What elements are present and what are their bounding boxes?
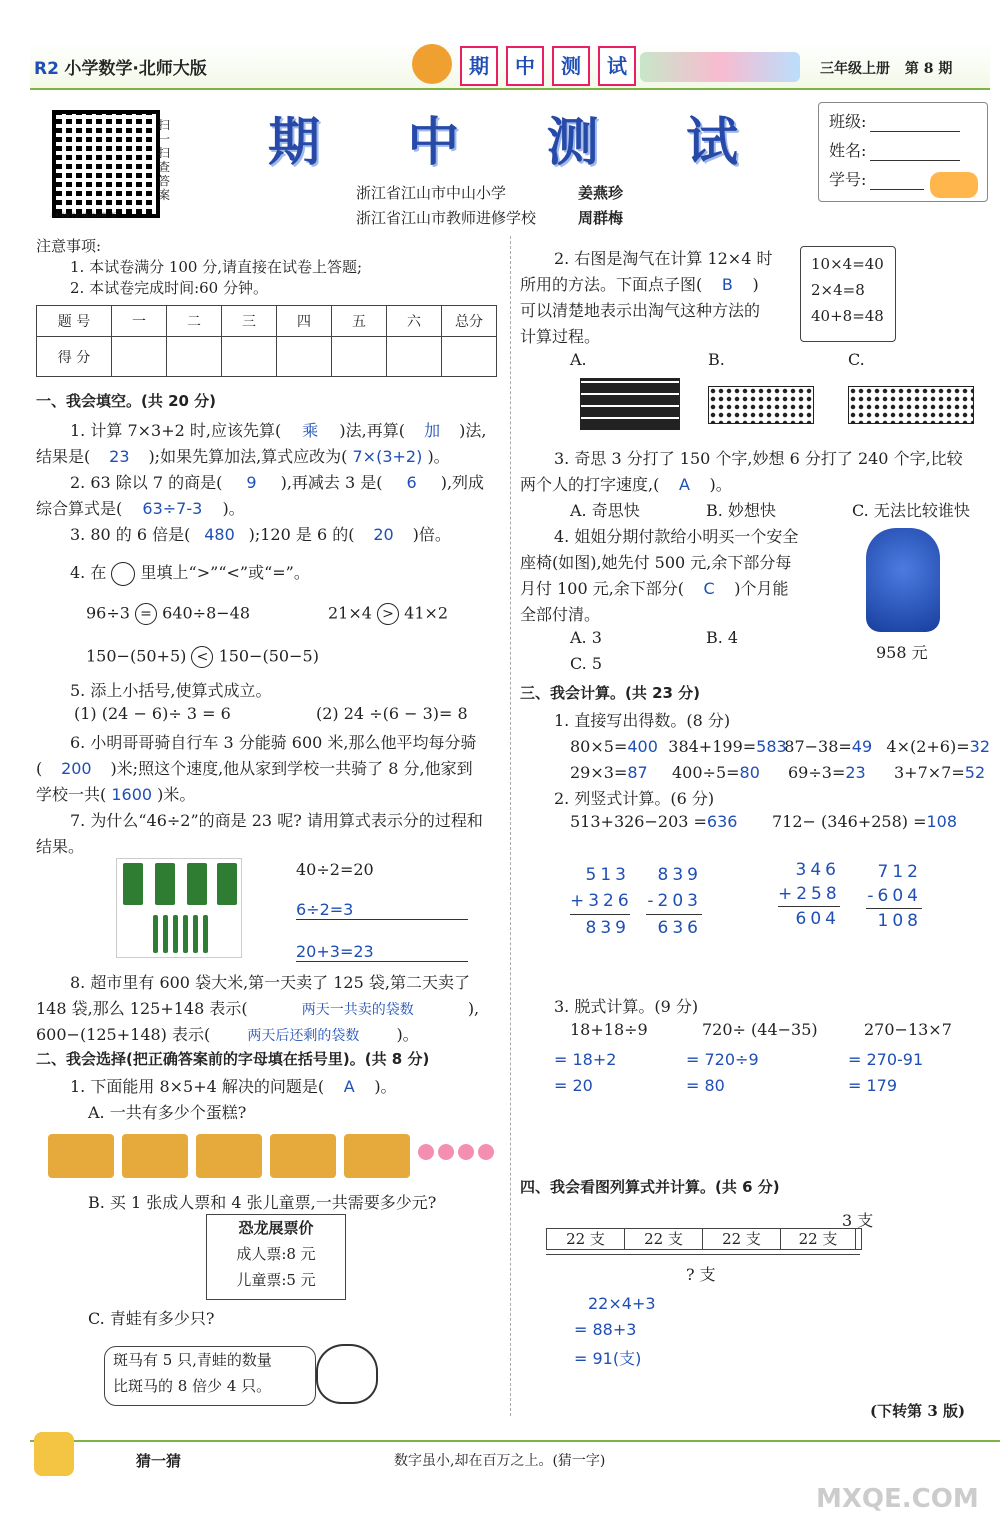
title-char: 期	[268, 113, 321, 173]
q2-3-optC[interactable]: C. 无法比较谁快	[852, 501, 970, 520]
text: )。	[396, 1025, 419, 1044]
text: (	[36, 759, 43, 778]
a: 23	[845, 763, 866, 782]
banner-char: 期	[460, 46, 498, 86]
score-label: 得 分	[37, 337, 112, 377]
oral-item	[668, 734, 787, 760]
cartoon-animals-icon	[930, 172, 978, 198]
page-title	[268, 100, 738, 175]
q2-4c	[520, 576, 788, 599]
q2-3-optB[interactable]: B. 妙想快	[706, 501, 776, 520]
method-line: 2×4=8	[811, 281, 865, 299]
answer: 乘	[302, 421, 319, 440]
row: 346	[795, 860, 840, 880]
text: ),再减去 3 是(	[280, 473, 383, 492]
q2-4-optB[interactable]: B. 4	[706, 628, 739, 647]
text: 月付 100 元,余下部分(	[520, 579, 685, 598]
q1-2b	[36, 496, 245, 519]
blank-circle-icon	[111, 562, 135, 586]
oral-item	[894, 760, 985, 786]
q1-6c	[36, 782, 195, 805]
a: 636	[706, 812, 738, 831]
answer: C	[703, 579, 715, 598]
text: )。	[374, 1077, 397, 1096]
castle-illustration	[640, 52, 800, 82]
ticket-title: 恐龙展票价	[238, 1219, 314, 1237]
author-school: 浙江省江山市教师进修学校	[356, 209, 537, 227]
method-line: 10×4=40	[811, 255, 884, 273]
q1-6: 6. 小明哥哥骑自行车 3 分能骑 600 米,那么他平均每分骑	[70, 733, 477, 752]
banner-char: 试	[598, 46, 636, 86]
oral-item	[672, 760, 788, 786]
text: )。	[709, 475, 732, 494]
banner-char: 中	[506, 46, 544, 86]
text: 所用的方法。下面点子图(	[520, 275, 703, 294]
answer: 23	[109, 447, 130, 466]
text: 综合算式是(	[36, 499, 123, 518]
a: 400	[627, 737, 658, 756]
compare-2	[328, 603, 448, 625]
answer: A	[343, 1077, 355, 1096]
q2-3b	[520, 472, 732, 495]
id-field[interactable]	[870, 170, 924, 190]
continue-note: (下转第 3 版)	[870, 1402, 966, 1420]
q1-4	[70, 560, 310, 586]
text: );如果先算加法,算式应改为(	[148, 447, 348, 466]
title-char: 试	[685, 113, 738, 173]
answer: 20	[373, 525, 394, 544]
ticket-child: 儿童票:5 元	[236, 1271, 316, 1289]
step-q1: 18+18÷9	[570, 1020, 648, 1039]
a: 52	[964, 763, 986, 782]
edition-label: R2	[34, 59, 59, 79]
section1-title: 一、我会填空。(共 20 分)	[36, 392, 217, 410]
answer: A	[678, 475, 690, 494]
car-seat-icon	[866, 528, 940, 632]
watermark: MXQE.COM	[816, 1484, 979, 1514]
q1-8: 8. 超市里有 600 袋大米,第一天卖了 125 袋,第二天卖了	[70, 973, 470, 992]
q2-3: 3. 奇思 3 分打了 150 个字,妙想 6 分打了 240 个字,比较	[554, 449, 963, 468]
vert-q1	[570, 812, 737, 831]
giraffe-icon	[34, 1432, 74, 1476]
oral-item	[784, 734, 886, 760]
q2-2d: 计算过程。	[520, 327, 601, 346]
score-header: 一	[112, 306, 167, 337]
answer: 1600	[111, 785, 153, 804]
grade-label: 三年级上册	[820, 61, 890, 77]
a: 32	[969, 737, 990, 756]
q: 29×3=	[570, 763, 628, 782]
q2-2b	[520, 272, 759, 295]
score-header: 四	[277, 306, 332, 337]
vertical-calc-a	[570, 862, 633, 941]
text: 4. 在	[70, 563, 107, 582]
segment: 22 支	[547, 1229, 625, 1249]
footer-label: 猜一猜	[136, 1452, 182, 1470]
q2-4d: 全部付清。	[520, 605, 601, 624]
text: ),列成	[440, 473, 485, 492]
field-id: 学号:	[829, 170, 867, 189]
oral-item	[570, 734, 668, 760]
total-brace	[546, 1254, 860, 1255]
sec3-p2: 2. 列竖式计算。(6 分)	[554, 789, 715, 808]
score-header: 题 号	[37, 306, 112, 337]
text: 150−(50−5)	[218, 646, 319, 666]
text: 21×4	[328, 603, 372, 623]
text: )倍。	[412, 525, 451, 544]
qr-sub: 三年级数学北师版第08期二版	[50, 213, 117, 219]
field-class: 班级:	[829, 112, 867, 131]
bubble-line: 比斑马的 8 倍少 4 只。	[113, 1377, 272, 1395]
q1-7-s2: 6÷2=3	[296, 900, 468, 920]
text: );120 是 6 的(	[248, 525, 355, 544]
section3-title: 三、我会计算。(共 23 分)	[520, 684, 701, 702]
text: 41×2	[404, 603, 449, 623]
q1-3	[70, 522, 451, 545]
row: +258	[778, 882, 840, 907]
dot-grid-b	[708, 386, 814, 424]
banner-title	[460, 46, 636, 86]
text: 1. 计算 7×3+2 时,应该先算(	[70, 421, 282, 440]
text: )。	[427, 447, 450, 466]
row: 513	[585, 865, 630, 885]
q: 69÷3=	[788, 763, 846, 782]
q2-2-optC[interactable]: C.	[848, 350, 865, 369]
step2-s2: = 80	[686, 1076, 725, 1095]
a: 49	[851, 737, 873, 756]
author-school: 浙江省江山市中山小学	[356, 184, 507, 202]
text: 学校一共(	[36, 785, 107, 804]
a: 87	[627, 763, 648, 782]
class-field[interactable]	[870, 112, 960, 132]
text: 两个人的打字速度,(	[520, 475, 660, 494]
text: )个月能	[734, 579, 789, 598]
oral-item	[788, 760, 894, 786]
a: 80	[739, 763, 760, 782]
q1-7-s1: 40÷2=20	[296, 860, 374, 879]
answer: 两天后还剩的袋数	[247, 1028, 360, 1044]
notes-item: 2. 本试卷完成时间:60 分钟。	[70, 279, 268, 297]
sec4-ans1: 22×4+3	[588, 1294, 656, 1313]
answer: 9	[246, 473, 257, 492]
text: 里填上“>”“<”或“=”。	[140, 563, 310, 582]
tiger-mascot-icon	[412, 44, 452, 84]
score-header: 五	[332, 306, 387, 337]
score-cell[interactable]	[332, 337, 387, 377]
qr-caption: 扫一扫查答案	[158, 118, 171, 202]
row: -604	[866, 884, 922, 909]
frog-icon	[316, 1344, 378, 1404]
banner-char: 测	[552, 46, 590, 86]
segment: 22 支	[625, 1229, 703, 1249]
text: )米;照这个速度,他从家到学校一共骑了 8 分,他家到	[110, 759, 473, 778]
q2-4-optC[interactable]: C. 5	[570, 654, 603, 673]
author-name: 姜燕珍	[578, 184, 624, 202]
text: 2. 63 除以 7 的商是(	[70, 473, 223, 492]
name-field[interactable]	[870, 141, 960, 161]
compare-answer: >	[377, 603, 399, 625]
q1-7b: 结果。	[36, 837, 85, 856]
seat-price: 958 元	[876, 643, 928, 662]
score-header: 二	[167, 306, 222, 337]
extra-label: 3 支	[842, 1211, 874, 1230]
q2-1-A: A. 一共有多少个蛋糕?	[88, 1103, 247, 1122]
text: 1. 下面能用 8×5+4 解决的问题是(	[70, 1077, 325, 1096]
method-line: 40+8=48	[811, 307, 884, 325]
q2-2-optB[interactable]: B.	[708, 350, 725, 369]
answer: 两天一共卖的袋数	[301, 1002, 414, 1018]
row: +326	[570, 888, 630, 915]
notes	[36, 236, 362, 299]
sec4-ans2: = 88+3	[574, 1320, 637, 1339]
answer: 200	[61, 759, 92, 778]
compare-3	[86, 646, 319, 668]
row: 636	[657, 918, 702, 938]
bubble-line: 斑马有 5 只,青蛙的数量	[113, 1351, 272, 1369]
sec3-p3: 3. 脱式计算。(9 分)	[554, 997, 699, 1016]
text: )法,	[459, 421, 487, 440]
score-cell[interactable]	[112, 337, 167, 377]
oral-grid	[570, 734, 990, 786]
answer: 7×(3+2)	[352, 447, 423, 466]
score-cell[interactable]	[387, 337, 442, 377]
score-header: 三	[222, 306, 277, 337]
q1-5-e2: (2) 24 ÷(6 − 3)= 8	[316, 704, 468, 723]
q2-2c: 可以清楚地表示出淘气这种方法的	[520, 301, 761, 320]
q1-5-e1: (1) (24 − 6)÷ 3 = 6	[74, 704, 231, 723]
q: 3+7×7=	[894, 763, 965, 782]
sec3-p1: 1. 直接写出得数。(8 分)	[554, 711, 731, 730]
speech-bubble	[104, 1346, 316, 1406]
total-label: ? 支	[686, 1265, 716, 1284]
q: 87−38=	[784, 737, 852, 756]
score-header: 总分	[442, 306, 497, 337]
a: 108	[926, 812, 958, 831]
notes-heading: 注意事项:	[36, 237, 102, 255]
q: 80×5=	[570, 737, 628, 756]
text: )	[752, 275, 759, 294]
score-header: 六	[387, 306, 442, 337]
q1-6b	[36, 756, 473, 779]
q1-7-s3: 20+3=23	[296, 942, 468, 962]
text: 148 袋,那么 125+148 表示(	[36, 999, 248, 1018]
column-divider	[510, 236, 511, 1416]
issue-label: 第 8 期	[904, 61, 953, 77]
step3-s1: = 270-91	[848, 1050, 924, 1069]
q: 384+199=	[668, 737, 757, 756]
text: 600−(125+148) 表示(	[36, 1025, 211, 1044]
score-cell[interactable]	[167, 337, 222, 377]
oral-item	[886, 734, 990, 760]
row: 839	[657, 865, 702, 885]
q2-4b: 座椅(如图),她先付 500 元,余下部分每	[520, 553, 792, 572]
title-char: 中	[407, 113, 460, 173]
notes-item: 1. 本试卷满分 100 分,请直接在试卷上答题;	[70, 258, 363, 276]
authors	[356, 181, 623, 231]
q: 712− (346+258) =	[772, 812, 927, 831]
text: 结果是(	[36, 447, 91, 466]
section2-title: 二、我会选择(把正确答案前的字母填在括号里)。(共 8 分)	[36, 1050, 430, 1068]
author-name: 周群梅	[578, 209, 624, 227]
q2-2: 2. 右图是淘气在计算 12×4 时	[554, 249, 773, 268]
text: )米。	[157, 785, 196, 804]
text: 150−(50+5)	[86, 646, 187, 666]
vertical-calc-b	[646, 862, 702, 941]
q1-1b	[36, 444, 450, 467]
dot-grid-c	[848, 386, 974, 424]
step2-s1: = 720÷9	[686, 1050, 759, 1069]
footer-riddle: 数字虽小,却在百万之上。(猜一字)	[394, 1453, 606, 1469]
sticks-illustration	[116, 858, 242, 958]
q2-4: 4. 姐姐分期付款给小明买一个安全	[554, 527, 799, 546]
q1-8b	[36, 996, 479, 1019]
cakes-illustration	[44, 1128, 494, 1184]
q1-2	[70, 470, 484, 493]
q2-4-optA[interactable]: A. 3	[570, 628, 602, 647]
vert-q2	[772, 812, 957, 831]
dot-grid-a	[580, 378, 680, 430]
oral-item	[570, 760, 672, 786]
row: 712	[877, 862, 922, 882]
q1-1	[70, 418, 487, 441]
q2-3-optA[interactable]: A. 奇思快	[570, 501, 640, 520]
segment-bar	[546, 1228, 862, 1250]
score-cell[interactable]	[442, 337, 497, 377]
score-cell[interactable]	[277, 337, 332, 377]
score-table	[36, 305, 497, 377]
q: 4×(2+6)=	[886, 737, 970, 756]
step1-s2: = 20	[554, 1076, 593, 1095]
q1-5: 5. 添上小括号,使算式成立。	[70, 681, 272, 700]
answer: B	[721, 275, 733, 294]
row: 604	[795, 909, 840, 929]
row: 108	[877, 911, 922, 931]
vertical-calc-c	[778, 858, 840, 931]
q: 513+326−203 =	[570, 812, 707, 831]
q1-7: 7. 为什么“46÷2”的商是 23 呢? 请用算式表示分的过程和	[70, 811, 483, 830]
answer: 6	[406, 473, 417, 492]
step-q3: 270−13×7	[864, 1020, 952, 1039]
text: 96÷3	[86, 603, 130, 623]
compare-answer: =	[135, 603, 157, 625]
answer: 63÷7-3	[142, 499, 203, 518]
q2-2-optA[interactable]: A.	[570, 350, 587, 369]
step-q2: 720÷ (44−35)	[702, 1020, 818, 1039]
row: -203	[646, 888, 702, 915]
ticket-adult: 成人票:8 元	[236, 1245, 316, 1263]
answer: 加	[424, 421, 441, 440]
compare-answer: <	[191, 646, 213, 668]
a: 583	[756, 737, 787, 756]
text: )法,再算(	[339, 421, 405, 440]
ticket-price-box	[206, 1214, 346, 1300]
compare-1	[86, 603, 250, 625]
q1-8c	[36, 1022, 419, 1045]
text: 640÷8−48	[162, 603, 251, 623]
row: 839	[585, 918, 630, 938]
score-cell[interactable]	[222, 337, 277, 377]
q2-1	[70, 1074, 397, 1097]
text: ),	[467, 999, 480, 1018]
q: 400÷5=	[672, 763, 740, 782]
step1-s1: = 18+2	[554, 1050, 617, 1069]
q2-1-B: B. 买 1 张成人票和 4 张儿童票,一共需要多少元?	[88, 1193, 437, 1212]
method-box	[800, 246, 896, 342]
title-char: 测	[546, 113, 599, 173]
section4-title: 四、我会看图列算式并计算。(共 6 分)	[520, 1178, 780, 1196]
text: 3. 80 的 6 倍是(	[70, 525, 191, 544]
segment: 22 支	[781, 1229, 856, 1249]
vertical-calc-d	[866, 860, 922, 933]
sec4-ans3: = 91(支)	[574, 1349, 642, 1368]
answer: 480	[204, 525, 235, 544]
segment: 22 支	[703, 1229, 781, 1249]
step3-s2: = 179	[848, 1076, 898, 1095]
qr-code-icon[interactable]	[52, 110, 160, 218]
q2-1-C: C. 青蛙有多少只?	[88, 1309, 215, 1328]
brand-label: 小学数学·北师大版	[64, 59, 207, 79]
field-name: 姓名:	[829, 141, 867, 160]
text: )。	[222, 499, 245, 518]
